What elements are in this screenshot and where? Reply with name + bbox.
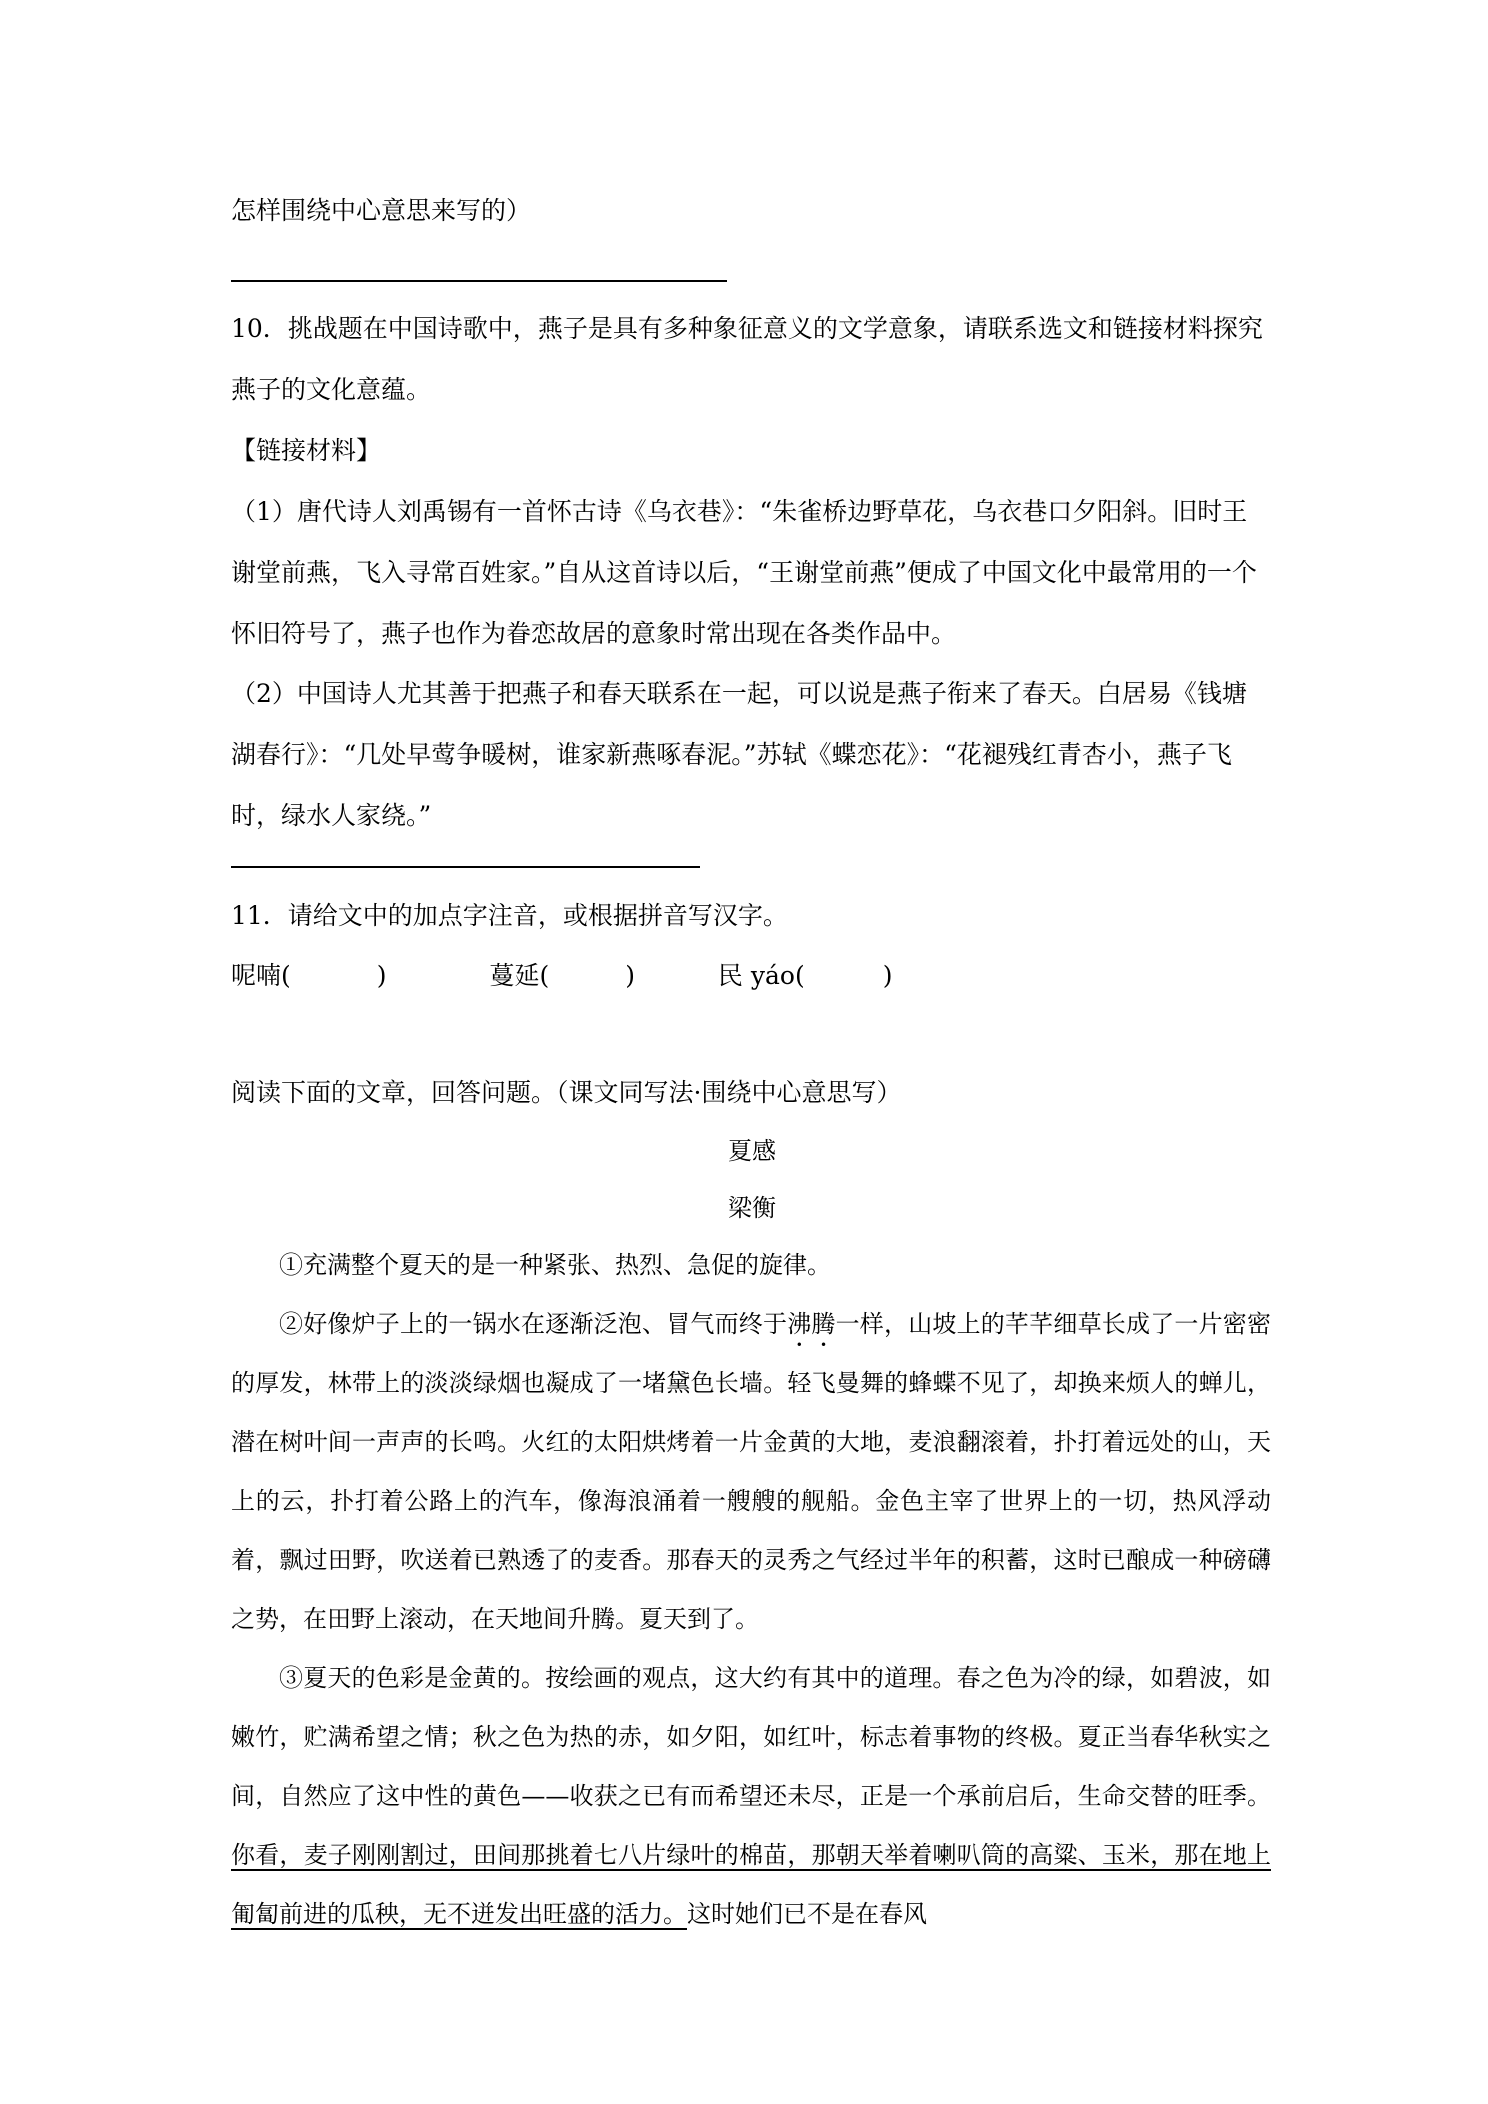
- underlined-sentence: 你看，麦子刚刚割过，田间那挑着七八片绿叶的棉苗，那朝天举着喇叭筒的高粱、玉米，那在地上匍匐前进的瓜秧，无不迸发出旺盛的活力。: [231, 1841, 1271, 1928]
- essay-title: 夏感: [728, 1137, 776, 1165]
- q11-item-2: 蔓延( ): [489, 961, 635, 990]
- essay-paragraph-1: ①充满整个夏天的是一种紧张、热烈、急促的旋律。: [279, 1251, 831, 1279]
- essay-paragraph-2: ②好像炉子上的一锅水在逐渐泛泡、冒气而终于沸腾一样，山坡上的芊芊细草长成了一片密密的厚发，林带上的淡淡绿烟也凝成了一堵黛色长墙。轻飞曼舞的蜂蝶不见了，却换来烦人的蝉儿，潜在树叶间一声声的长鸣。火红的太阳烘烤着一片金黄的大地，麦浪翻滚着，扑打着远处的山，天上的云，扑打着公路上的汽车，像海浪涌着一艘艘的舰船。金色主宰了世界上的一切，热风浮动着，飘过田野，吹送着已熟透了的麦香。那春天的灵秀之气经过半年的积蓄，这时已酿成一种磅礴之势，在田野上滚动，在天地间升腾。夏天到了。: [231, 1310, 1272, 1633]
- q9-tail-text: 怎样围绕中心意思来写的）: [231, 196, 532, 225]
- q10-material-1: （1）唐代诗人刘禹锡有一首怀古诗《乌衣巷》：“朱雀桥边野草花，乌衣巷口夕阳斜。旧时王谢堂前燕，飞入寻常百姓家。”自从这首诗以后，“王谢堂前燕”便成了中国文化中最常用的一个怀旧符号了，燕子也作为眷恋故居的意象时常出现在各类作品中。: [231, 497, 1257, 648]
- q10-material-2: （2）中国诗人尤其善于把燕子和春天联系在一起，可以说是燕子衔来了春天。白居易《钱塘湖春行》：“几处早莺争暖树，谁家新燕啄春泥。”苏轼《蝶恋花》：“花褪残红青杏小，燕子飞时，绿水人家绕。”: [231, 679, 1247, 830]
- q11-item-1: 呢喃( ): [231, 961, 387, 990]
- answer-line-q10[interactable]: [231, 866, 700, 868]
- q11-item-3-word: 民 yáo: [717, 961, 795, 990]
- q11-item-3: 民 yáo( ): [717, 961, 893, 990]
- q11-item-2-word: 蔓延: [489, 961, 540, 990]
- q11-prompt: 11．请给文中的加点字注音，或根据拼音写汉字。: [231, 901, 788, 930]
- q11-item-1-word: 呢喃: [231, 961, 282, 990]
- q10-prompt: 10．挑战题在中国诗歌中，燕子是具有多种象征意义的文学意象，请联系选文和链接材料探究燕子的文化意蕴。: [231, 314, 1263, 404]
- q10-material-heading: 【链接材料】: [231, 436, 382, 465]
- essay-paragraph-3: ③夏天的色彩是金黄的。按绘画的观点，这大约有其中的道理。春之色为冷的绿，如碧波，如嫩竹，贮满希望之情；秋之色为热的赤，如夕阳，如红叶，标志着事物的终极。夏正当春华秋实之间，自然应了这中性的黄色——收获之已有而希望还未尽，正是一个承前启后，生命交替的旺季。你看，麦子刚刚割过，田间那挑着七八片绿叶的棉苗，那朝天举着喇叭筒的高粱、玉米，那在地上匍匐前进的瓜秧，无不迸发出旺盛的活力。这时她们已不是在春风: [231, 1664, 1271, 1928]
- answer-line-q9[interactable]: [231, 280, 727, 282]
- reading-instruction: 阅读下面的文章，回答问题。（课文同写法·围绕中心意思写）: [231, 1078, 902, 1107]
- q11-items-row: [231, 956, 892, 996]
- essay-author: 梁衡: [728, 1194, 776, 1222]
- dotted-word: 沸腾: [787, 1310, 836, 1338]
